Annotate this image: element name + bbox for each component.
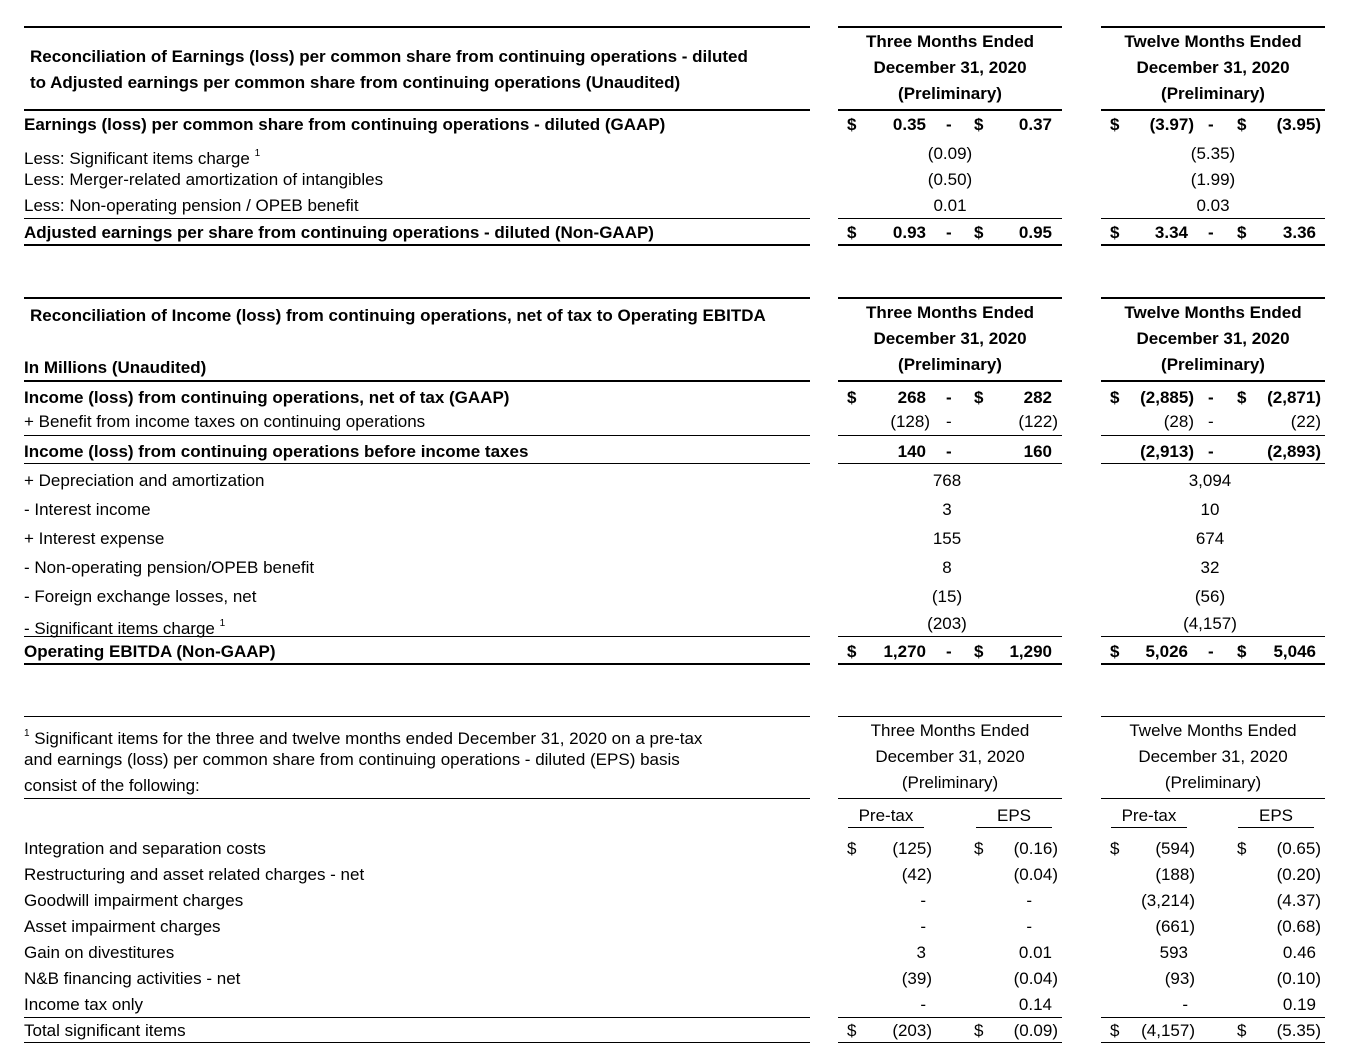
eps-sig-items-label: Less: Significant items charge $^1$	[24, 148, 261, 168]
ebitda-pretax-income-label: Income (loss) from continuing operations before income taxes	[24, 442, 529, 461]
sig-restructuring-y-eps: (0.20)	[1276, 865, 1321, 884]
dollar-sign: $	[1110, 115, 1120, 134]
eps-twelve-month-header-2: December 31, 2020	[1136, 58, 1290, 77]
ebitda-section-title: Reconciliation of Income (loss) from continuing operations, net of tax to Operating EBITDA	[30, 306, 766, 325]
sig-total-label: Total significant items	[24, 1021, 186, 1040]
ebitda-depreciation-q: 768	[932, 471, 962, 490]
sig-divestitures-label: Gain on divestitures	[24, 943, 175, 962]
sig-restructuring-label: Restructuring and asset related charges - net	[24, 865, 365, 884]
sig-restructuring-q-pretax: (42)	[901, 865, 932, 884]
sig-asset-impairment-q-eps: -	[1026, 917, 1032, 936]
dollar-sign: $	[1110, 223, 1120, 242]
sig-asset-impairment-y-eps: (0.68)	[1276, 917, 1321, 936]
dollar-sign: $	[1110, 1021, 1120, 1040]
eps-three-month-header-1: Three Months Ended	[865, 32, 1035, 51]
sig-income-tax-y-pretax: -	[1182, 995, 1188, 1014]
sig-integration-y-eps: (0.65)	[1276, 839, 1321, 858]
eps-section-title-line2: to Adjusted earnings per common share from continuing operations (Unaudited)	[30, 73, 681, 92]
range-dash: -	[946, 223, 952, 242]
range-dash: -	[1208, 412, 1214, 431]
dollar-sign: $	[1237, 1021, 1247, 1040]
ebitda-depreciation-label: + Depreciation and amortization	[24, 471, 265, 490]
dollar-sign: $	[1237, 223, 1247, 242]
sig-note-line1: $^1$ Significant items for the three and twelve months ended December 31, 2020 on a pre-tax	[24, 728, 703, 748]
eps-twelve-month-header-3: (Preliminary)	[1161, 84, 1265, 103]
dollar-sign: $	[974, 223, 984, 242]
sig-total-y-eps: (5.35)	[1276, 1021, 1321, 1040]
sig-asset-impairment-label: Asset impairment charges	[24, 917, 221, 936]
sig-divestitures-y-pretax: 593	[1159, 943, 1188, 962]
eps-twelve-month-header-1: Twelve Months Ended	[1124, 32, 1302, 51]
range-dash: -	[1208, 388, 1214, 407]
dollar-sign: $	[1110, 388, 1120, 407]
eps-section-title-line1: Reconciliation of Earnings (loss) per common share from continuing operations - diluted	[30, 47, 748, 66]
ebitda-sig-items-y: (4,157)	[1183, 614, 1237, 633]
ebitda-net-income-q-high: 282	[1023, 388, 1052, 407]
sig-income-tax-q-eps: 0.14	[1018, 995, 1052, 1014]
sig-twelve-month-pretax-header: Pre-tax	[1121, 806, 1177, 825]
ebitda-interest-expense-y: 674	[1195, 529, 1225, 548]
sig-integration-q-pretax: (125)	[892, 839, 932, 858]
range-dash: -	[1208, 642, 1214, 661]
ebitda-interest-income-q: 3	[942, 500, 952, 519]
sig-twelve-month-header-3: (Preliminary)	[1164, 773, 1262, 792]
ebitda-three-month-header-2: December 31, 2020	[873, 329, 1027, 348]
dollar-sign: $	[1237, 115, 1247, 134]
eps-three-month-header-2: December 31, 2020	[873, 58, 1027, 77]
sig-divestitures-y-eps: 0.46	[1282, 943, 1316, 962]
ebitda-net-income-label: Income (loss) from continuing operations, net of tax (GAAP)	[24, 388, 510, 407]
range-dash: -	[946, 388, 952, 407]
eps-gaap-y-low: (3.97)	[1149, 115, 1194, 134]
ebitda-tax-benefit-q-low: (128)	[890, 412, 930, 431]
sig-restructuring-y-pretax: (188)	[1155, 865, 1195, 884]
range-dash: -	[946, 442, 952, 461]
ebitda-operating-y-high: 5,046	[1273, 642, 1316, 661]
dollar-sign: $	[847, 115, 857, 134]
sig-three-month-header-3: (Preliminary)	[901, 773, 999, 792]
ebitda-operating-q-low: 1,270	[883, 642, 926, 661]
ebitda-operating-y-low: 5,026	[1145, 642, 1188, 661]
ebitda-interest-income-y: 10	[1200, 500, 1220, 519]
ebitda-tax-benefit-y-low: (28)	[1163, 412, 1194, 431]
eps-adjusted-q-low: 0.93	[892, 223, 926, 242]
eps-merger-amort-label: Less: Merger-related amortization of intangibles	[24, 170, 384, 189]
ebitda-interest-expense-label: + Interest expense	[24, 529, 165, 548]
sig-integration-q-eps: (0.16)	[1013, 839, 1058, 858]
sig-goodwill-q-eps: -	[1026, 891, 1032, 910]
dollar-sign: $	[847, 223, 857, 242]
dollar-sign: $	[847, 1021, 857, 1040]
eps-gaap-label: Earnings (loss) per common share from continuing operations - diluted (GAAP)	[24, 115, 666, 134]
sig-divestitures-q-pretax: 3	[916, 943, 926, 962]
sig-income-tax-label: Income tax only	[24, 995, 144, 1014]
sig-goodwill-q-pretax: -	[920, 891, 926, 910]
eps-gaap-q-low: 0.35	[892, 115, 926, 134]
ebitda-twelve-month-header-2: December 31, 2020	[1136, 329, 1290, 348]
eps-adjusted-q-high: 0.95	[1018, 223, 1052, 242]
ebitda-operating-label: Operating EBITDA (Non-GAAP)	[24, 642, 276, 661]
dollar-sign: $	[1237, 839, 1247, 858]
ebitda-operating-q-high: 1,290	[1009, 642, 1052, 661]
sig-restructuring-q-eps: (0.04)	[1013, 865, 1058, 884]
eps-sig-items-q: (0.09)	[927, 144, 973, 163]
sig-note-line3: consist of the following:	[24, 776, 200, 795]
eps-gaap-y-high: (3.95)	[1276, 115, 1321, 134]
eps-adjusted-label: Adjusted earnings per share from continuing operations - diluted (Non-GAAP)	[24, 223, 654, 242]
ebitda-pension-q: 8	[942, 558, 952, 577]
dollar-sign: $	[1237, 388, 1247, 407]
range-dash: -	[1208, 115, 1214, 134]
dollar-sign: $	[974, 1021, 984, 1040]
ebitda-pension-y: 32	[1200, 558, 1220, 577]
range-dash: -	[946, 642, 952, 661]
sig-nb-financing-y-pretax: (93)	[1164, 969, 1195, 988]
eps-merger-amort-y: (1.99)	[1190, 170, 1236, 189]
ebitda-three-month-header-3: (Preliminary)	[898, 355, 1002, 374]
ebitda-pretax-income-y-low: (2,913)	[1140, 442, 1194, 461]
ebitda-fx-losses-q: (15)	[931, 587, 963, 606]
sig-income-tax-q-pretax: -	[920, 995, 926, 1014]
dollar-sign: $	[847, 642, 857, 661]
ebitda-fx-losses-label: - Foreign exchange losses, net	[24, 587, 257, 606]
ebitda-tax-benefit-q-high: (122)	[1018, 412, 1058, 431]
eps-adjusted-y-low: 3.34	[1154, 223, 1188, 242]
ebitda-net-income-y-low: (2,885)	[1140, 388, 1194, 407]
dollar-sign: $	[1237, 642, 1247, 661]
dollar-sign: $	[847, 388, 857, 407]
sig-nb-financing-y-eps: (0.10)	[1276, 969, 1321, 988]
sig-twelve-month-eps-header: EPS	[1258, 806, 1294, 825]
sig-total-y-pretax: (4,157)	[1141, 1021, 1195, 1040]
eps-three-month-header-3: (Preliminary)	[898, 84, 1002, 103]
ebitda-net-income-q-low: 268	[897, 388, 926, 407]
dollar-sign: $	[974, 642, 984, 661]
sig-integration-y-pretax: (594)	[1155, 839, 1195, 858]
dollar-sign: $	[974, 388, 984, 407]
ebitda-twelve-month-header-3: (Preliminary)	[1161, 355, 1265, 374]
dollar-sign: $	[974, 839, 984, 858]
sig-nb-financing-label: N&B financing activities - net	[24, 969, 241, 988]
sig-goodwill-label: Goodwill impairment charges	[24, 891, 244, 910]
dollar-sign: $	[847, 839, 857, 858]
eps-sig-items-y: (5.35)	[1190, 144, 1236, 163]
dollar-sign: $	[974, 115, 984, 134]
ebitda-interest-expense-q: 155	[932, 529, 962, 548]
sig-three-month-header-2: December 31, 2020	[875, 747, 1025, 766]
ebitda-net-income-y-high: (2,871)	[1267, 388, 1321, 407]
sig-twelve-month-header-1: Twelve Months Ended	[1129, 721, 1297, 740]
ebitda-three-month-header-1: Three Months Ended	[865, 303, 1035, 322]
ebitda-twelve-month-header-1: Twelve Months Ended	[1124, 303, 1302, 322]
eps-pension-y: 0.03	[1196, 196, 1230, 215]
sig-asset-impairment-y-pretax: (661)	[1155, 917, 1195, 936]
sig-nb-financing-q-eps: (0.04)	[1013, 969, 1058, 988]
sig-twelve-month-header-2: December 31, 2020	[1138, 747, 1288, 766]
eps-pension-q: 0.01	[933, 196, 967, 215]
sig-three-month-eps-header: EPS	[996, 806, 1032, 825]
eps-gaap-q-high: 0.37	[1018, 115, 1052, 134]
ebitda-pension-label: - Non-operating pension/OPEB benefit	[24, 558, 315, 577]
sig-three-month-pretax-header: Pre-tax	[858, 806, 914, 825]
sig-note-line2: and earnings (loss) per common share from continuing operations - diluted (EPS) basis	[24, 750, 680, 769]
sig-income-tax-y-eps: 0.19	[1282, 995, 1316, 1014]
range-dash: -	[946, 412, 952, 431]
ebitda-tax-benefit-y-high: (22)	[1290, 412, 1321, 431]
sig-nb-financing-q-pretax: (39)	[901, 969, 932, 988]
sig-asset-impairment-q-pretax: -	[920, 917, 926, 936]
sig-goodwill-y-eps: (4.37)	[1276, 891, 1321, 910]
ebitda-pretax-income-q-high: 160	[1023, 442, 1052, 461]
sig-divestitures-q-eps: 0.01	[1018, 943, 1052, 962]
ebitda-pretax-income-y-high: (2,893)	[1267, 442, 1321, 461]
sig-goodwill-y-pretax: (3,214)	[1141, 891, 1195, 910]
eps-pension-label: Less: Non-operating pension / OPEB benefit	[24, 196, 359, 215]
ebitda-sig-items-q: (203)	[927, 614, 967, 633]
dollar-sign: $	[1110, 642, 1120, 661]
sig-total-q-pretax: (203)	[892, 1021, 932, 1040]
range-dash: -	[946, 115, 952, 134]
range-dash: -	[1208, 442, 1214, 461]
ebitda-interest-income-label: - Interest income	[24, 500, 151, 519]
ebitda-depreciation-y: 3,094	[1188, 471, 1232, 490]
ebitda-tax-benefit-label: + Benefit from income taxes on continuing operations	[24, 412, 426, 431]
ebitda-section-subtitle: In Millions (Unaudited)	[24, 358, 207, 377]
ebitda-pretax-income-q-low: 140	[897, 442, 926, 461]
dollar-sign: $	[1110, 839, 1120, 858]
ebitda-fx-losses-y: (56)	[1194, 587, 1226, 606]
sig-integration-label: Integration and separation costs	[24, 839, 266, 858]
sig-three-month-header-1: Three Months Ended	[870, 721, 1030, 740]
range-dash: -	[1208, 223, 1214, 242]
eps-merger-amort-q: (0.50)	[927, 170, 973, 189]
sig-total-q-eps: (0.09)	[1013, 1021, 1058, 1040]
eps-adjusted-y-high-value: 3.36	[1282, 223, 1316, 242]
ebitda-sig-items-label: - Significant items charge $^1$	[24, 618, 226, 638]
